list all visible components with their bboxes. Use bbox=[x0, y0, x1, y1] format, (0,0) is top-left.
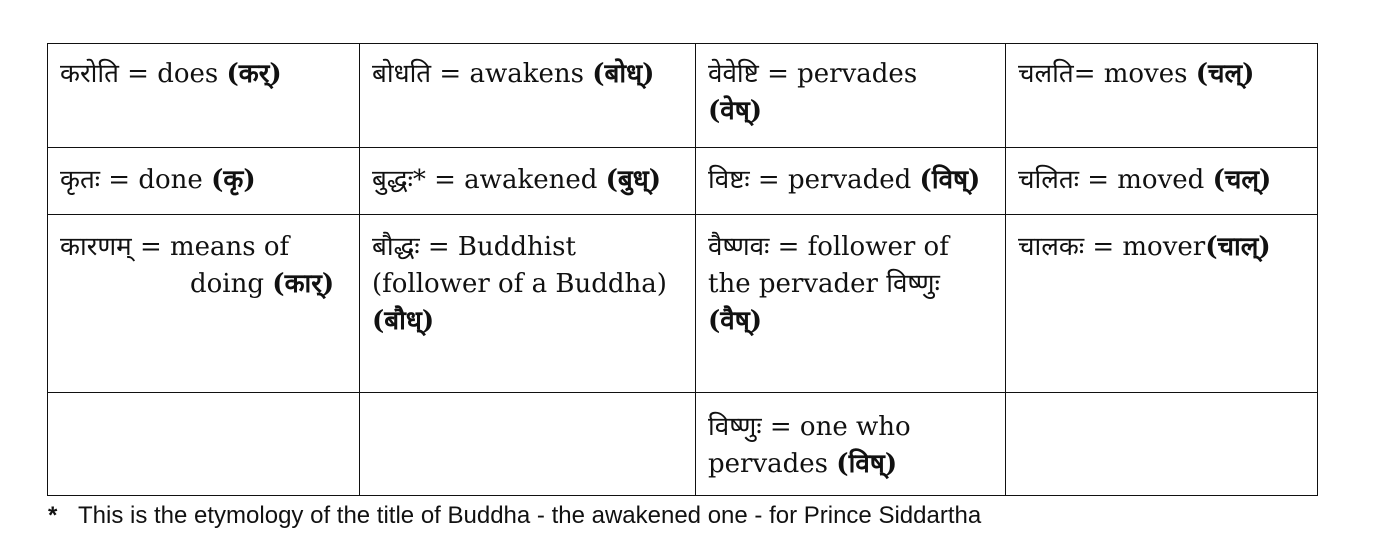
root-vish: (विष्) bbox=[836, 449, 898, 479]
table-row bbox=[48, 215, 1318, 393]
cell-bauddhah bbox=[360, 215, 696, 393]
cell-vaishnavah bbox=[696, 215, 1006, 393]
cell-text: कृतः = done bbox=[60, 165, 212, 195]
cell-text: चलति= moves bbox=[1018, 59, 1196, 89]
cell-line2: the pervader विष्णुः bbox=[708, 269, 940, 299]
cell-vishtah bbox=[696, 148, 1006, 215]
cell-text: बोधति = awakens bbox=[372, 59, 593, 89]
cell-text: चालकः = mover bbox=[1018, 232, 1206, 262]
cell-line1: विष्णुः = one who bbox=[708, 412, 911, 442]
root-vish: (विष्) bbox=[919, 165, 981, 195]
cell-chalati bbox=[1006, 44, 1318, 148]
cell-text: चलितः = moved bbox=[1018, 165, 1213, 195]
cell-karanam bbox=[48, 215, 360, 393]
footnote-marker: * bbox=[48, 502, 58, 529]
cell-empty bbox=[360, 393, 696, 496]
cell-text: विष्टः = pervaded bbox=[708, 165, 920, 195]
cell-vevesti bbox=[696, 44, 1006, 148]
root-chal: (चल्) bbox=[1195, 59, 1255, 89]
cell-buddhah bbox=[360, 148, 696, 215]
cell-kritah bbox=[48, 148, 360, 215]
cell-text: करोति = does bbox=[60, 59, 227, 89]
cell-line1: बौद्धः = Buddhist bbox=[372, 232, 576, 262]
root-kar: (कर्) bbox=[226, 59, 282, 89]
cell-line1: वैष्णवः = follower of bbox=[708, 232, 949, 262]
root-kaar: (कार्) bbox=[272, 269, 335, 299]
table-row bbox=[48, 393, 1318, 496]
root-vaish: (वैष्) bbox=[708, 306, 763, 336]
root-kri: (कृ) bbox=[211, 165, 256, 195]
cell-bodhati bbox=[360, 44, 696, 148]
root-baudh: (बौध्) bbox=[372, 306, 435, 336]
root-chal: (चल्) bbox=[1212, 165, 1272, 195]
table-row bbox=[48, 148, 1318, 215]
cell-empty bbox=[48, 393, 360, 496]
cell-line2: (follower of a Buddha) bbox=[372, 269, 667, 299]
root-vesh: (वेष्) bbox=[708, 96, 763, 126]
root-chaal: (चाल्) bbox=[1205, 232, 1271, 262]
footnote-text: This is the etymology of the title of Buddha - the awakened one - for Prince Siddartha bbox=[78, 502, 982, 529]
root-budh: (बुध्) bbox=[605, 165, 662, 195]
cell-chalakah bbox=[1006, 215, 1318, 393]
cell-empty bbox=[1006, 393, 1318, 496]
root-bodh: (बोध्) bbox=[592, 59, 655, 89]
etymology-table bbox=[47, 43, 1318, 496]
cell-vishnuh bbox=[696, 393, 1006, 496]
cell-karoti bbox=[48, 44, 360, 148]
cell-text: वेवेष्टि = pervades bbox=[708, 59, 918, 89]
cell-line2: pervades bbox=[708, 449, 837, 479]
table-row bbox=[48, 44, 1318, 148]
cell-chalitah bbox=[1006, 148, 1318, 215]
cell-line1: कारणम् = means of bbox=[60, 232, 290, 262]
footnote bbox=[48, 502, 981, 530]
cell-line2-indent bbox=[60, 269, 334, 299]
cell-text: बुद्धः* = awakened bbox=[372, 165, 606, 195]
cell-line2: doing bbox=[190, 269, 273, 299]
